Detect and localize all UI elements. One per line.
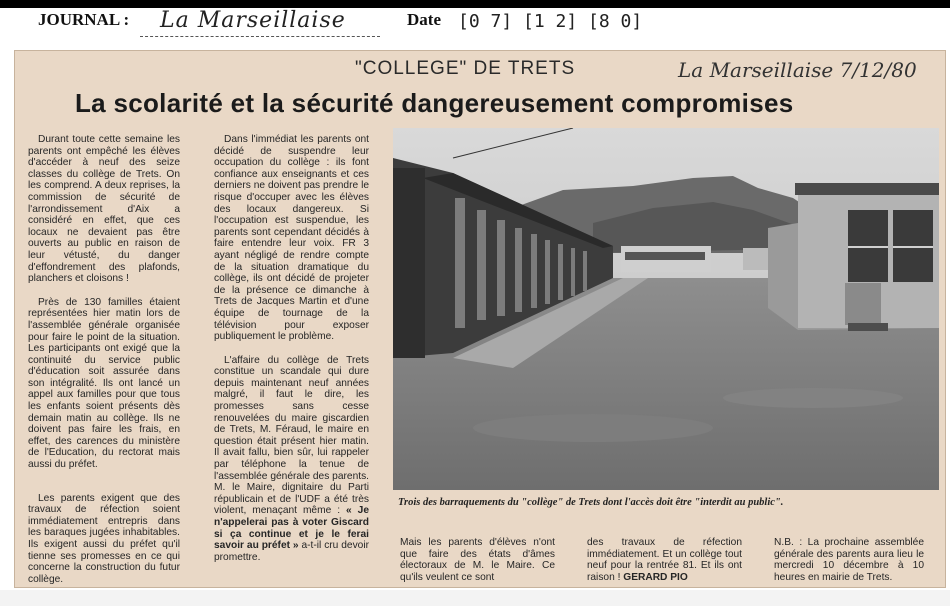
author-signature: GERARD PIO	[623, 571, 688, 583]
date-value: [0 7] [1 2] [8 0]	[458, 11, 643, 32]
journal-name: La Marseillaise	[160, 8, 346, 33]
scan-top-border	[0, 0, 950, 8]
article-column-2	[214, 134, 369, 563]
paragraph: Les parents exigent que des travaux de réfection soient immédiatement entrepris dans les baraques jugées inhabitables. Ils exigent aussi du préfet qu'il tienne ses promesses en ce qui concerne la construction du futur collège.	[28, 492, 180, 585]
clipping-header	[0, 8, 950, 48]
photo-barracks	[393, 128, 939, 490]
paragraph-text: L'affaire du collège de Trets constitue un scandale qui dure depuis maintenant neuf années malgré, il faut le dire, les promesses sans cesse renouvelées du maire giscardien de Trets, M. Féraud, le maire en question était présent hier matin. Il avait fallu, bien sûr, lui rappeler par téléphone la tenue de l'assemblée générale des parents. M. le Maire, dignitaire du Parti républicain et de l'UDF a été très violent, menaçant même :	[214, 354, 369, 517]
paragraph-tail: a-t-il cru devoir promettre.	[214, 540, 369, 563]
journal-underline	[140, 36, 380, 37]
paragraph-text: des travaux de réfection immédiatement. Et un collège tout neuf pour la rentrée 81. Et ils ont raison !	[587, 537, 742, 583]
article-bottom-col-2	[587, 537, 742, 583]
article-headline: La scolarité et la sécurité dangereusement compromises	[75, 88, 794, 118]
mayor-quote: « Je n'appelerai pas à voter Giscard si ça continue et je le ferai savoir au préfet »	[214, 505, 369, 552]
article-kicker: "COLLEGE" DE TRETS	[355, 58, 576, 79]
article-photo	[393, 128, 939, 490]
scan-bottom-border	[0, 590, 950, 606]
paragraph	[214, 355, 369, 564]
article-bottom-col-1: Mais les parents d'élèves n'ont que faire des états d'âmes électoraux de M. le Maire. Ce qu'ils veulent ce sont	[400, 537, 555, 583]
paragraph: Près de 130 familles étaient représentées hier matin lors de l'assemblée générale organisée pour faire le point de la situation. Les participants ont exigé que la continuité du service public d'éducation soit assurée dans son intégralité. Ils ont lancé un appel aux familles pour que tous les enfants soient présents dès demain matin au collège. Ils ne doivent pas faire les frais, en effet, des carences du ministère de l'Education, du rectorat mais aussi du préfet.	[28, 296, 180, 471]
journal-label: JOURNAL :	[38, 10, 130, 29]
photo-caption: Trois des barraquements du "collège" de Trets dont l'accès doit être "interdit au public".	[398, 497, 784, 508]
handwritten-source-date: La Marseillaise 7/12/80	[678, 58, 917, 82]
paragraph: Dans l'immédiat les parents ont décidé de suspendre leur occupation du collège : ils font confiance aux enseignants et ces derniers ne doivent pas prendre le risque d'occuper avec les élèves des locaux dangereux. Si l'occupation est suspendue, les parents sont cependant décidés à faire entendre leur voix. FR 3 ayant négligé de rendre compte de la situation dramatique du collège, ils ont décidé de projeter de la présence ce dimanche à Trets de Jacques Martin et d'une équipe de tournage de la télévision pour exposer publiquement le problème.	[214, 134, 369, 343]
article-column-1	[28, 134, 180, 597]
paragraph: Durant toute cette semaine les parents ont empêché les élèves d'accéder à neuf des seize classes du collège de Trets. On les comprend. A deux reprises, la commission de sécurité de l'arrondissement d'Aix a considéré en effet, que ces locaux ne devaient pas être ouverts au public en raison de leur vétusté, du danger d'effondrement des plafonds, planchers et cloisons !	[28, 134, 180, 285]
article-nb-note: N.B. : La prochaine assemblée générale des parents aura lieu le mercredi 10 décembre à 10 heures en mairie de Trets.	[774, 537, 924, 583]
date-label: Date	[407, 10, 441, 29]
